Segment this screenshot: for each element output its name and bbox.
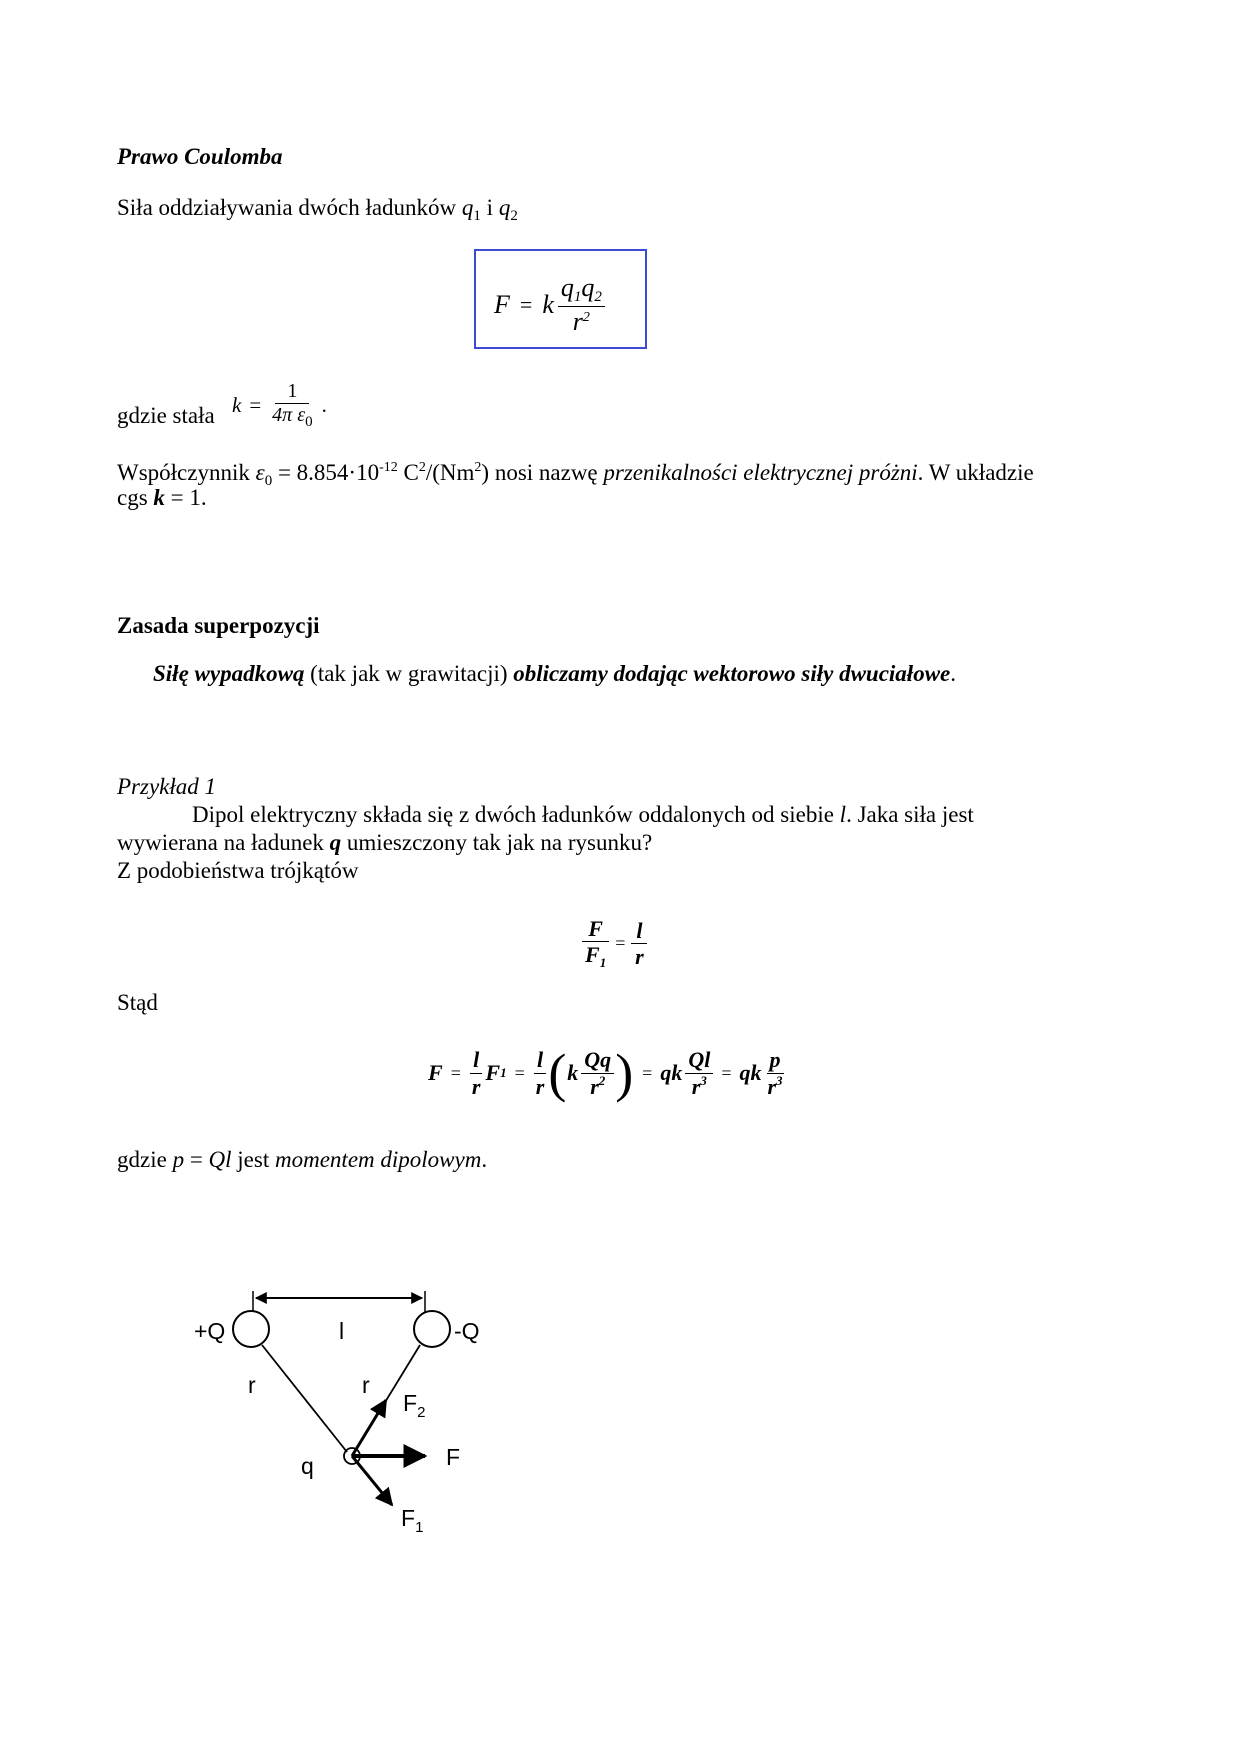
constant-prefix: gdzie stała <box>117 403 215 428</box>
formula-k: k <box>542 290 554 320</box>
label-l: l <box>339 1318 345 1344</box>
ratio-left: $\frac{F}{F_1}$ <box>582 916 609 971</box>
coulomb-formula <box>494 273 605 337</box>
constant-k: k <box>232 393 242 418</box>
example-line1: Dipol elektryczny składa się z dwóch ładunków oddalonych od siebie l. Jaka siła jest <box>192 802 974 827</box>
label-r-left: r <box>248 1372 256 1398</box>
constant-fraction <box>269 380 315 431</box>
intro-line <box>117 193 518 231</box>
plus-q-charge <box>233 1311 269 1347</box>
q1-symbol: q <box>461 195 474 220</box>
label-f: F <box>446 1444 461 1470</box>
constant-eq: = <box>249 393 262 418</box>
example-line3: Z podobieństwa trójkątów <box>117 858 359 883</box>
paren-open: ( <box>548 1043 567 1103</box>
coulomb-formula-box <box>474 249 647 349</box>
main-formula: F = $\frac{l}{r}$ F 1 = $\frac{l}{r}$ ( k $\frac{Qq}{r^2}$ ) = qk $\frac{Ql}{r^3}$ = qk $\frac{p}{r^3}$ <box>428 1043 783 1103</box>
label-f2: $F_2$ <box>403 1390 426 1421</box>
label-q: q <box>301 1453 314 1479</box>
paren-close: ) <box>615 1043 634 1103</box>
constant-numerator: 1 <box>275 380 309 404</box>
r-line-left <box>262 1345 347 1452</box>
section-title-coulomb: Prawo Coulomba <box>117 144 283 169</box>
formula-numerator: $q_1q_2$ <box>558 273 605 307</box>
formula-fraction <box>558 273 605 337</box>
force-f2-arrow <box>352 1400 386 1456</box>
q2-symbol: q <box>498 195 511 220</box>
permittivity-line1: Współczynnik $\varepsilon_0 = 8.854\cdot 10^{-12}$ $C^2/(Nm^2)$ nosi nazwę przenikalności elektrycznej próżni. W układzie <box>117 460 1034 489</box>
conj-text: i <box>486 195 494 220</box>
dipole-moment-line: gdzie p = Ql jest momentem dipolowym. <box>117 1147 488 1172</box>
permittivity-line2: cgs k = 1. <box>117 485 207 510</box>
formula-lhs: F <box>494 290 510 320</box>
ratio-right: $\frac{l}{r}$ <box>631 918 647 970</box>
example-title: Przykład 1 <box>117 774 217 799</box>
label-f1: $F_1$ <box>401 1505 424 1536</box>
label-plus-q: +Q <box>194 1318 226 1344</box>
permittivity-term: przenikalności elektrycznej próżni <box>603 460 918 485</box>
ratio-formula: $\frac{F}{F_1}$ = $\frac{l}{r}$ <box>582 916 647 971</box>
minus-q-charge <box>414 1311 450 1347</box>
section-title-superposition: Zasada superpozycji <box>117 613 320 638</box>
dipole-diagram <box>180 1270 520 1540</box>
q2-subscript: 2 <box>510 208 518 224</box>
formula-denominator: $r^2$ <box>572 307 590 337</box>
intro-text: Siła oddziaływania dwóch ładunków <box>117 195 457 220</box>
constant-end: . <box>321 393 327 418</box>
superposition-text: Siłę wypadkową (tak jak w grawitacji) obliczamy dodając wektorowo siły dwuciałowe. <box>153 661 956 686</box>
constant-denominator: 4π $\varepsilon_0$ <box>272 404 313 430</box>
force-f1-arrow <box>352 1456 392 1505</box>
q1-subscript: 1 <box>473 208 481 224</box>
example-line2: wywierana na ładunek q umieszczony tak jak na rysunku? <box>117 830 653 855</box>
formula-eq: = <box>519 292 533 318</box>
constant-formula <box>232 380 327 431</box>
label-minus-q: -Q <box>454 1318 480 1344</box>
stad-text: Stąd <box>117 990 158 1015</box>
label-r-right: r <box>362 1372 370 1398</box>
